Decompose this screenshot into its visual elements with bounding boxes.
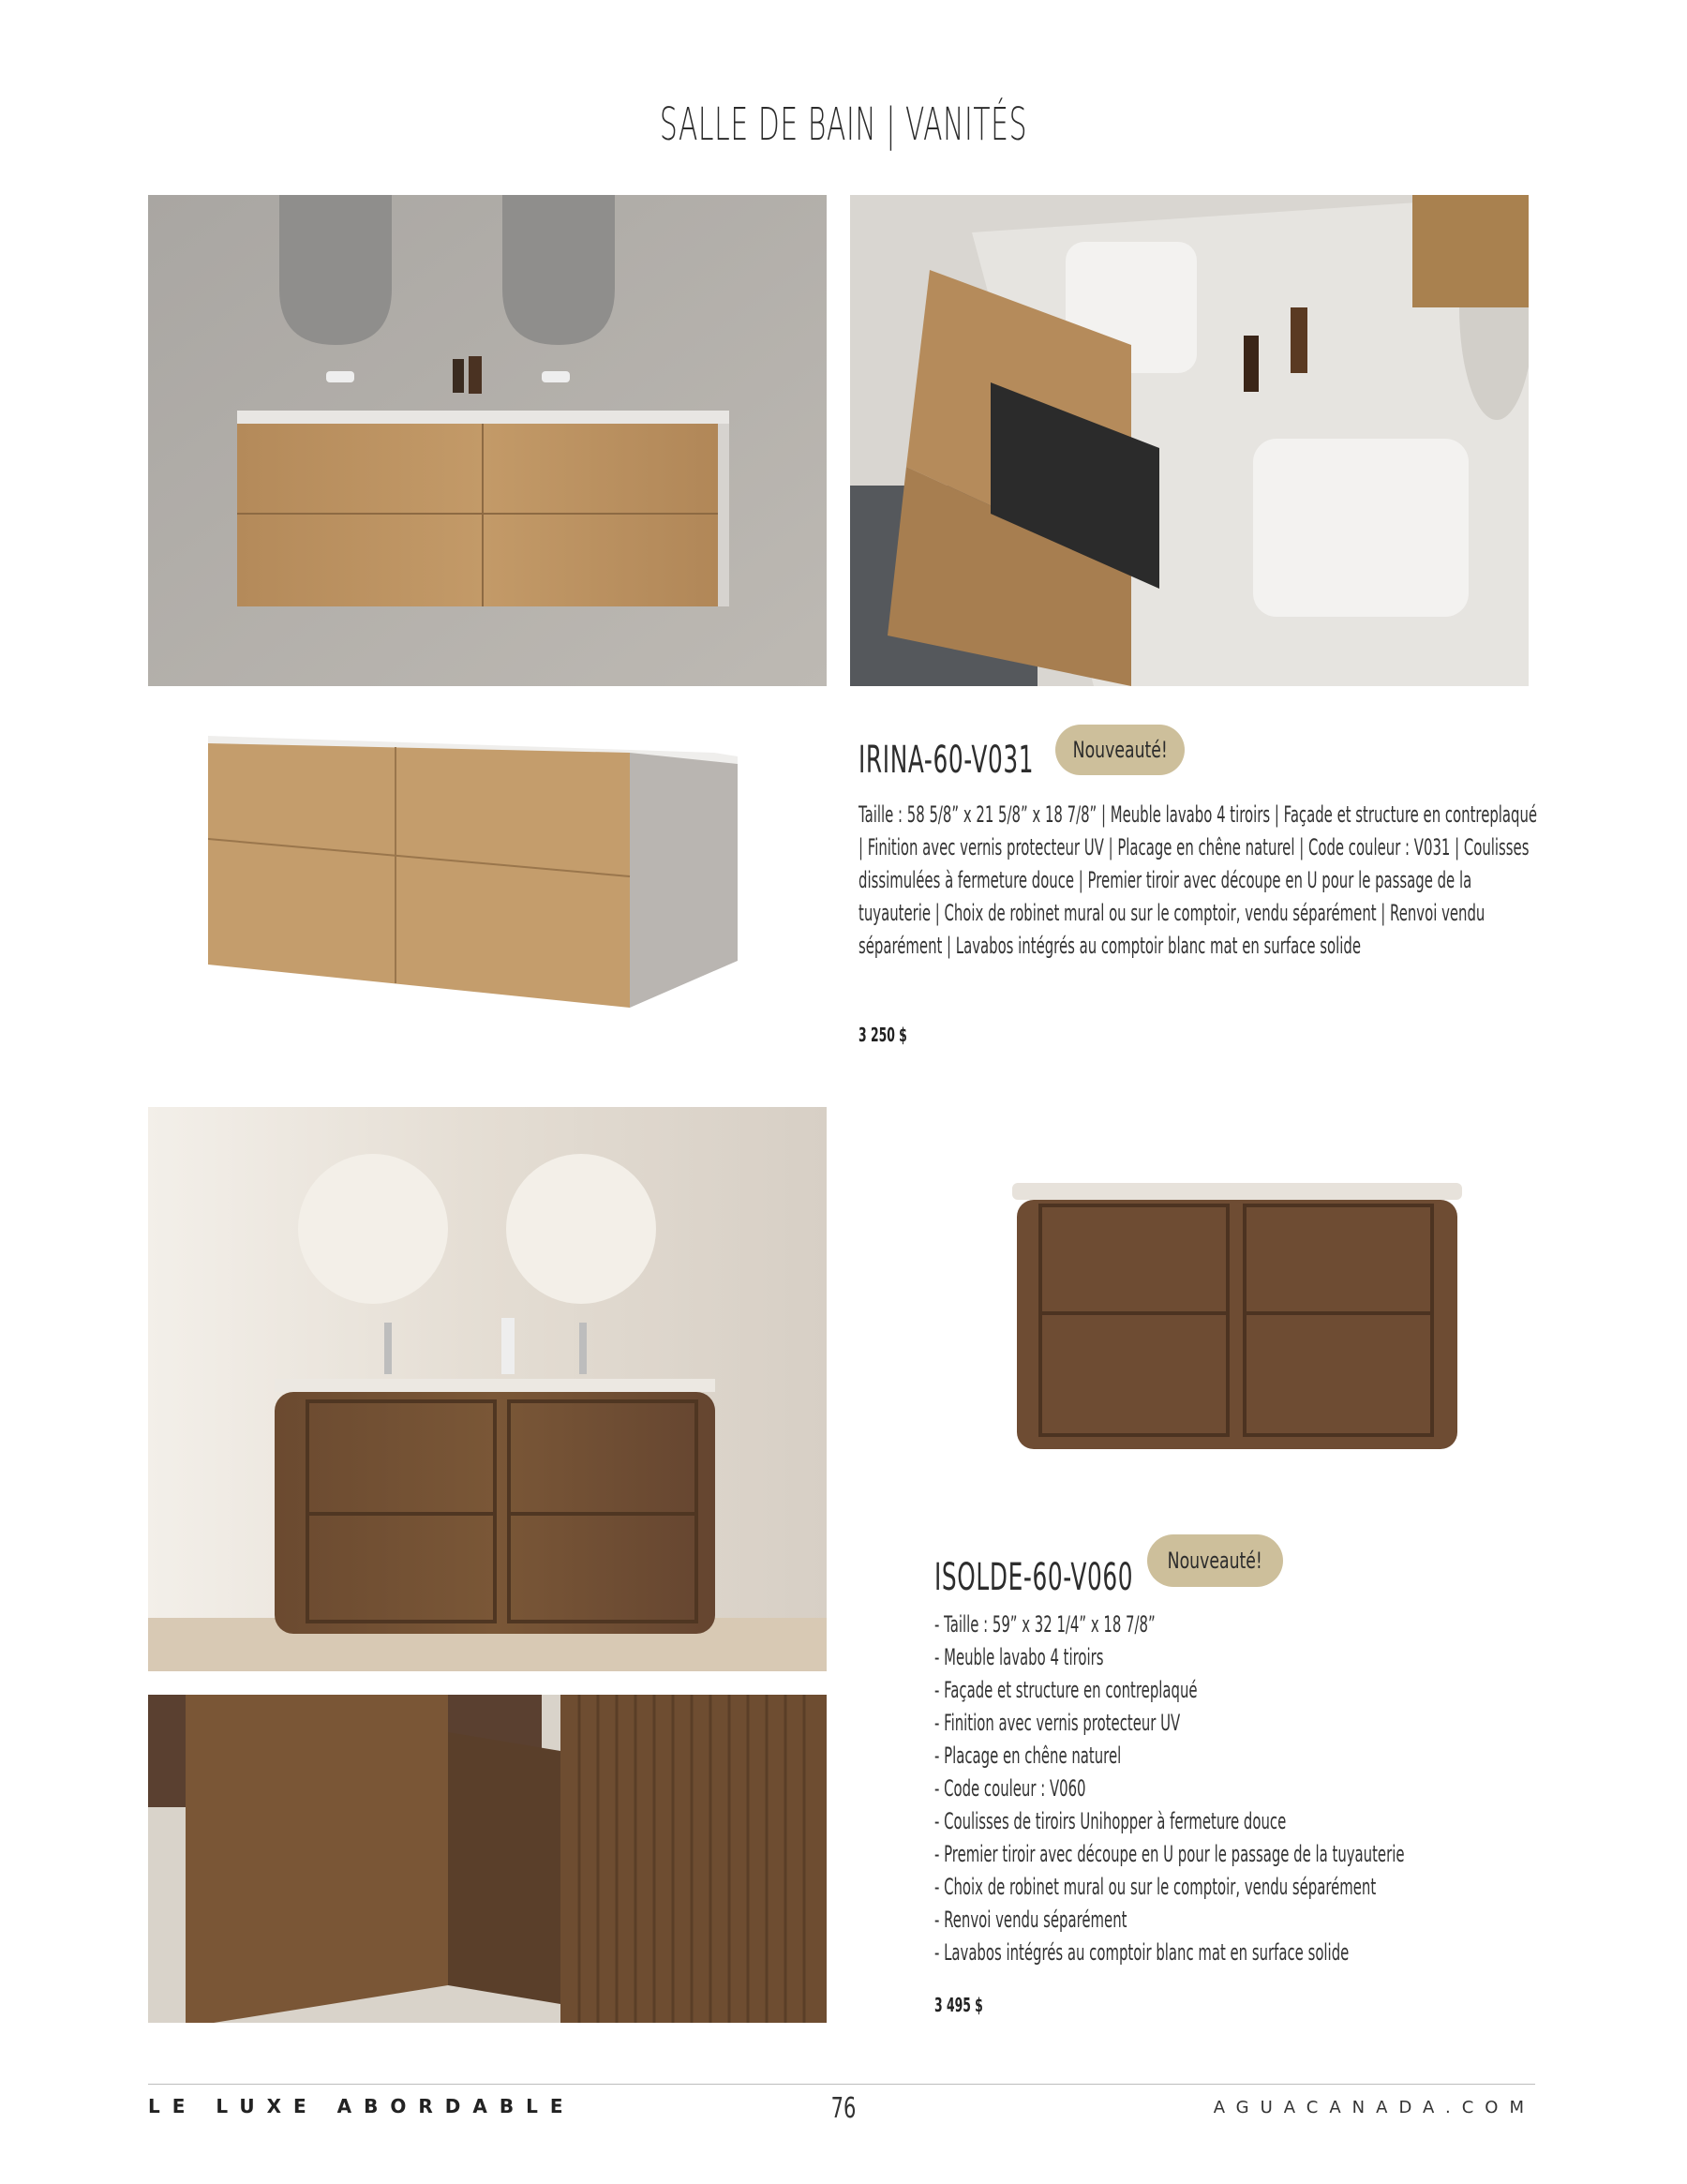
isolde-product-image — [1012, 1177, 1462, 1458]
footer-tagline: LE LUXE ABORDABLE — [148, 2095, 575, 2117]
irina-new-badge: Nouveauté! — [1055, 725, 1185, 775]
feature-item: - Coulisses de tiroirs Unihopper à fermeture douce — [934, 1808, 1287, 1834]
isolde-detail-photo — [148, 1695, 827, 2023]
feature-item: - Code couleur : V060 — [934, 1775, 1086, 1802]
feature-item: - Renvoi vendu séparément — [934, 1907, 1127, 1933]
page-number: 76 — [830, 2092, 857, 2125]
feature-item: - Façade et structure en contreplaqué — [934, 1677, 1198, 1703]
isolde-lifestyle-photo — [148, 1107, 827, 1671]
footer-website-link[interactable]: AGUACANADA.COM — [1213, 2098, 1535, 2117]
irina-price: 3 250 $ — [858, 1024, 907, 1046]
irina-detail-photo — [850, 195, 1529, 686]
feature-item: - Taille : 59” x 32 1/4” x 18 7/8” — [934, 1611, 1156, 1638]
feature-item: - Choix de robinet mural ou sur le comptoir, vendu séparément — [934, 1874, 1377, 1900]
irina-description: Taille : 58 5/8” x 21 5/8” x 18 7/8” | Meuble lavabo 4 tiroirs | Façade et structure en contreplaqué | Finition avec vernis protecteur UV | Placage en chêne naturel | Code couleur : V031 | Coulisses dissimulées à fermeture douce | Premier tiroir avec découpe en U pour le passage de la tuyauterie | Choix de robinet mural ou sur le comptoir, vendu séparément | Renvoi vendu séparément | Lavabos intégrés au comptoir blanc mat en surface solide — [858, 801, 1538, 959]
feature-item: - Lavabos intégrés au comptoir blanc mat en surface solide — [934, 1939, 1350, 1966]
footer-divider — [148, 2084, 1535, 2085]
page-title: SALLE DE BAIN | VANITÉS — [659, 98, 1028, 151]
feature-item: - Placage en chêne naturel — [934, 1743, 1122, 1769]
feature-item: - Meuble lavabo 4 tiroirs — [934, 1644, 1104, 1670]
isolde-feature-list — [934, 1608, 1574, 1969]
irina-product-name: IRINA-60-V031 — [858, 739, 1035, 782]
isolde-price: 3 495 $ — [934, 1994, 983, 2016]
isolde-new-badge: Nouveauté! — [1147, 1534, 1283, 1587]
irina-lifestyle-photo — [148, 195, 827, 686]
irina-product-image — [208, 726, 738, 1008]
feature-item: - Premier tiroir avec découpe en U pour le passage de la tuyauterie — [934, 1841, 1405, 1867]
isolde-product-name: ISOLDE-60-V060 — [934, 1556, 1134, 1599]
feature-item: - Finition avec vernis protecteur UV — [934, 1710, 1181, 1736]
